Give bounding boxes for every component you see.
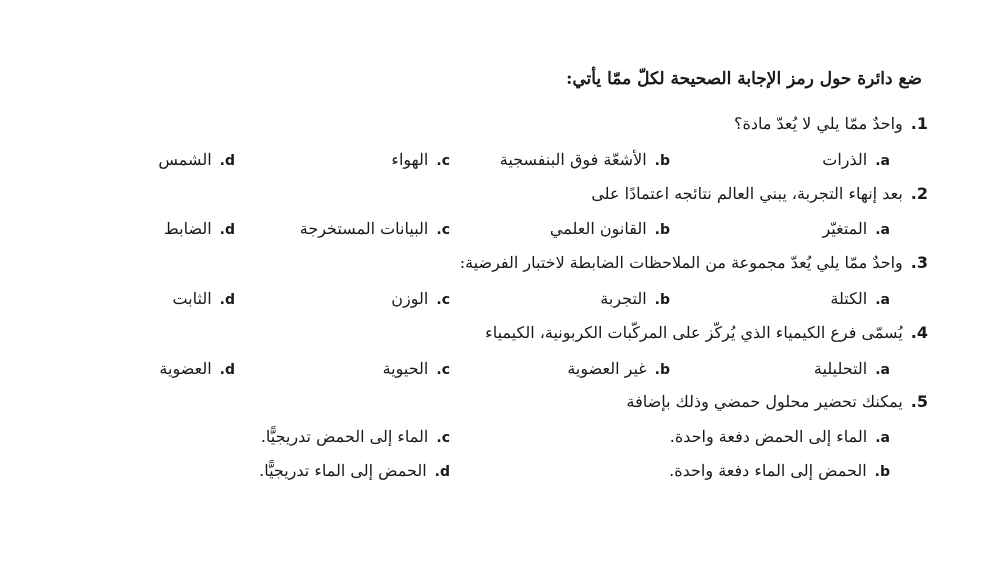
question-number: 4. bbox=[910, 323, 928, 342]
option-2d[interactable] bbox=[164, 218, 235, 241]
option-text: الماء إلى الحمض دفعة واحدة. bbox=[669, 427, 868, 446]
option-3d[interactable] bbox=[172, 288, 235, 311]
option-1d[interactable] bbox=[158, 149, 235, 172]
option-letter: b. bbox=[654, 292, 670, 308]
instruction-heading: ضع دائرة حول رمز الإجابة الصحيحة لكلّ ممّا يأتي: bbox=[566, 69, 922, 89]
option-2a[interactable] bbox=[822, 218, 890, 241]
option-letter: d. bbox=[219, 153, 235, 169]
option-text: غير العضوية bbox=[567, 359, 647, 378]
option-text: الذرات bbox=[822, 150, 868, 169]
option-2b[interactable] bbox=[550, 218, 670, 241]
question-text: واحدٌ ممّا يلي لا يُعدّ مادة؟ bbox=[733, 114, 903, 133]
option-5d[interactable] bbox=[259, 460, 450, 483]
option-text: الماء إلى الحمض تدريجيًّا. bbox=[260, 427, 429, 446]
option-text: القانون العلمي bbox=[549, 219, 647, 238]
option-4a[interactable] bbox=[814, 358, 890, 381]
option-letter: b. bbox=[654, 362, 670, 378]
option-letter: b. bbox=[654, 222, 670, 238]
question-number: 5. bbox=[910, 392, 928, 411]
option-letter: d. bbox=[219, 292, 235, 308]
question-text: يمكنك تحضير محلول حمضي وذلك بإضافة bbox=[626, 392, 903, 411]
option-text: الضابط bbox=[163, 219, 212, 238]
question-2 bbox=[591, 183, 928, 205]
question-text: واحدٌ ممّا يلي يُعدّ مجموعة من الملاحظات الضابطة لاختبار الفرضية: bbox=[459, 253, 903, 272]
option-text: الشمس bbox=[158, 150, 212, 169]
option-letter: a. bbox=[875, 430, 890, 446]
option-text: التحليلية bbox=[813, 359, 868, 378]
option-letter: c. bbox=[436, 362, 450, 378]
question-number: 1. bbox=[910, 114, 928, 133]
option-letter: d. bbox=[219, 222, 235, 238]
option-text: الهواء bbox=[391, 150, 429, 169]
option-text: التجربة bbox=[600, 289, 647, 308]
option-letter: c. bbox=[436, 430, 450, 446]
option-letter: c. bbox=[436, 292, 450, 308]
option-3b[interactable] bbox=[600, 288, 670, 311]
option-text: البيانات المستخرجة bbox=[299, 219, 429, 238]
question-text: بعد إنهاء التجربة، يبني العالم نتائجه اعتمادًا على bbox=[591, 184, 903, 203]
question-number: 2. bbox=[910, 184, 928, 203]
option-letter: a. bbox=[875, 153, 890, 169]
option-1a[interactable] bbox=[822, 149, 890, 172]
option-1c[interactable] bbox=[391, 149, 450, 172]
option-text: الحمض إلى الماء دفعة واحدة. bbox=[669, 461, 867, 480]
option-4d[interactable] bbox=[159, 358, 235, 381]
option-text: الحيوية bbox=[382, 359, 429, 378]
option-text: الثابت bbox=[172, 289, 212, 308]
question-5 bbox=[627, 391, 928, 413]
option-letter: b. bbox=[654, 153, 670, 169]
option-text: الحمض إلى الماء تدريجيًّا. bbox=[259, 461, 427, 480]
option-1b[interactable] bbox=[500, 149, 670, 172]
option-letter: a. bbox=[875, 222, 890, 238]
question-3 bbox=[460, 252, 928, 274]
option-letter: c. bbox=[436, 222, 450, 238]
option-text: العضوية bbox=[159, 359, 212, 378]
question-number: 3. bbox=[910, 253, 928, 272]
option-5c[interactable] bbox=[261, 426, 450, 449]
option-letter: b. bbox=[874, 464, 890, 480]
option-5b[interactable] bbox=[669, 460, 890, 483]
option-3a[interactable] bbox=[830, 288, 890, 311]
option-text: الوزن bbox=[391, 289, 429, 308]
option-letter: c. bbox=[436, 153, 450, 169]
option-4b[interactable] bbox=[567, 358, 670, 381]
option-letter: a. bbox=[875, 292, 890, 308]
option-letter: d. bbox=[434, 464, 450, 480]
question-text: يُسمّى فرع الكيمياء الذي يُركّز على المركّبات الكربونية، الكيمياء bbox=[485, 323, 903, 342]
option-text: الأشعّة فوق البنفسجية bbox=[499, 150, 647, 169]
question-4 bbox=[485, 322, 928, 344]
question-1 bbox=[734, 113, 928, 135]
option-5a[interactable] bbox=[670, 426, 890, 449]
option-2c[interactable] bbox=[300, 218, 450, 241]
option-text: المتغيّر bbox=[822, 219, 868, 238]
option-letter: d. bbox=[219, 362, 235, 378]
option-4c[interactable] bbox=[383, 358, 450, 381]
option-3c[interactable] bbox=[391, 288, 450, 311]
option-letter: a. bbox=[875, 362, 890, 378]
option-text: الكتلة bbox=[830, 289, 868, 308]
